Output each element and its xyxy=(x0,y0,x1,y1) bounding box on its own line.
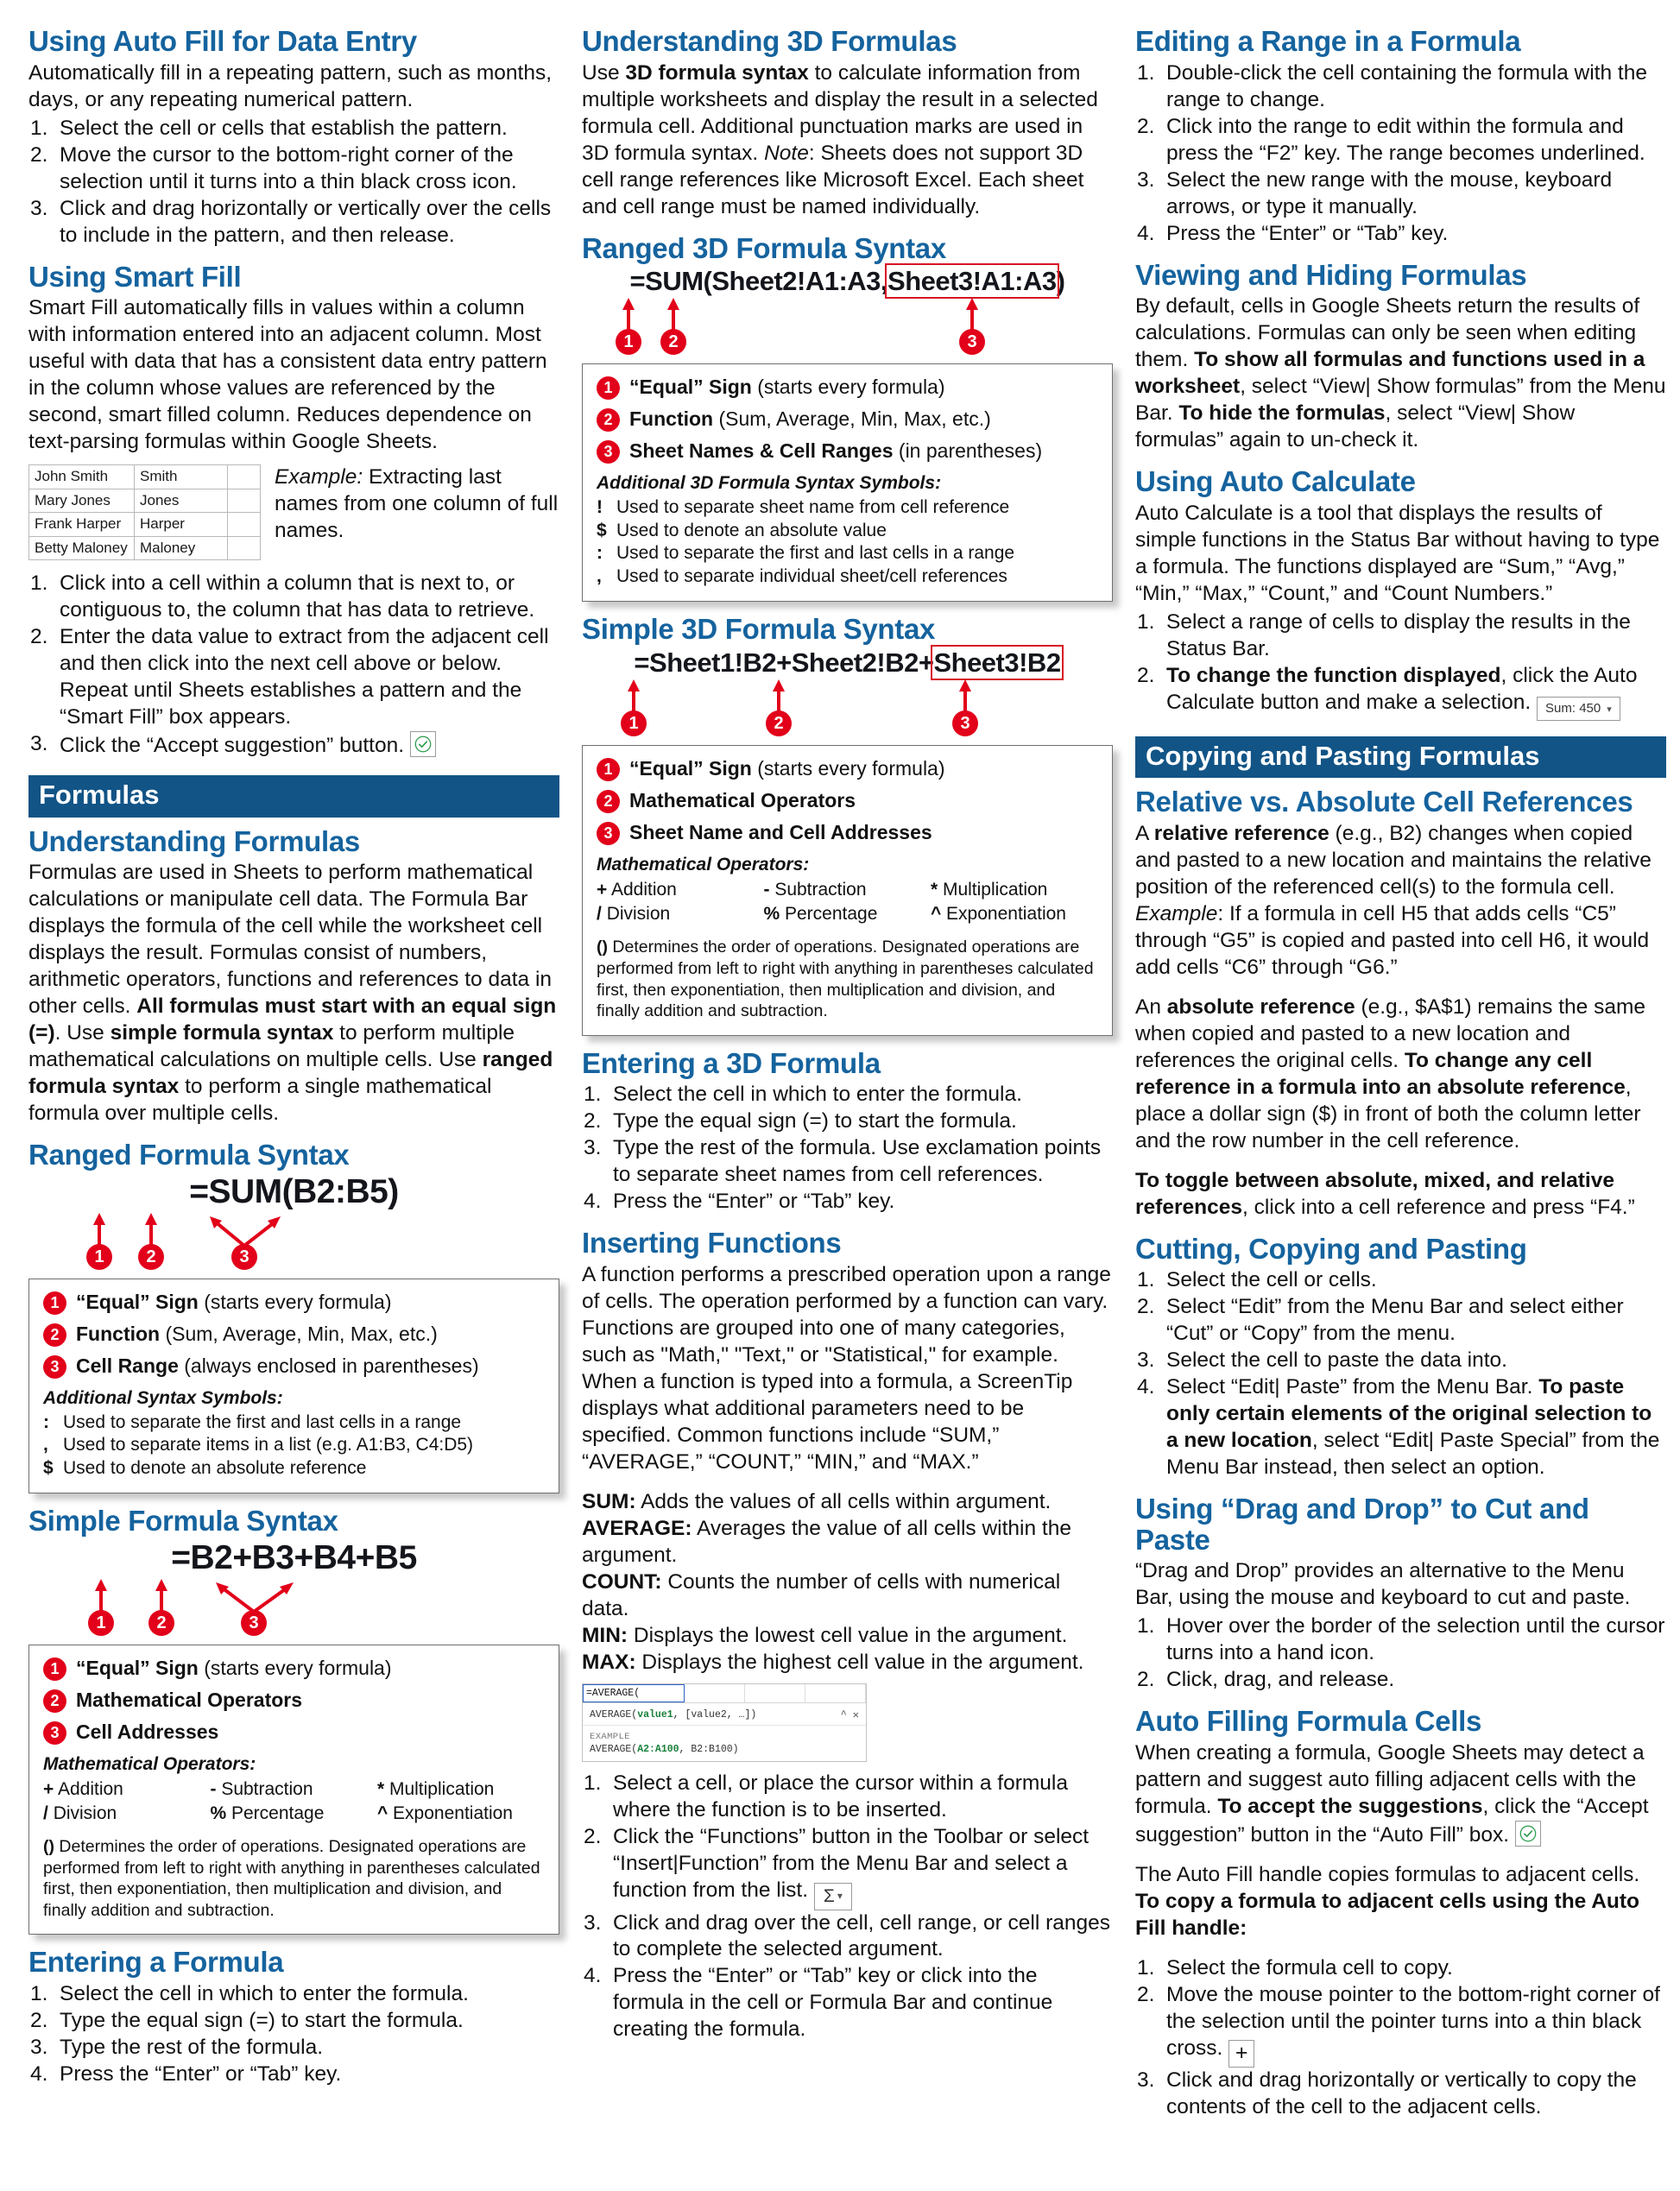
additional-symbols-title: Additional Syntax Symbols: xyxy=(43,1387,283,1408)
operator-cell: ^ Exponentiation xyxy=(376,1803,513,1823)
def-term: COUNT: xyxy=(582,1569,662,1594)
legend-number: 1 xyxy=(43,1291,66,1315)
symbol-row xyxy=(597,565,1098,588)
heading-using-auto-fill: Using Auto Fill for Data Entry xyxy=(28,25,417,57)
symbol-char: : xyxy=(43,1411,49,1432)
legend-text: Cell Range (always enclosed in parentheses) xyxy=(76,1354,479,1377)
marker-number: 1 xyxy=(621,710,647,736)
list-item: Click, drag, and release. xyxy=(1166,1668,1395,1692)
symbol-row xyxy=(43,1457,545,1480)
list-item-text: Click the “Functions” button in the Toolbar or select “Insert|Function” from the Menu Bar and select a function from the list. xyxy=(613,1824,1089,1902)
def-term: SUM: xyxy=(582,1489,636,1513)
screentip-cell-row xyxy=(583,1684,866,1703)
legend-number: 3 xyxy=(43,1721,66,1745)
cell-empty xyxy=(228,465,261,489)
symbol-desc: Used to denote an absolute reference xyxy=(63,1457,367,1478)
editing-range-steps xyxy=(1135,60,1666,248)
marker-2 xyxy=(134,1577,189,1636)
list-item: Press the “Enter” or “Tab” key. xyxy=(613,1190,895,1214)
list-item xyxy=(1135,1982,1666,2068)
simple-formula-display xyxy=(28,1540,559,1639)
empty-cell xyxy=(805,1684,866,1702)
legend-number: 1 xyxy=(597,758,620,781)
heading-simple-3d-formula-syntax: Simple 3D Formula Syntax xyxy=(582,613,936,646)
def-term: MAX: xyxy=(582,1650,636,1674)
sum-value-label: Sum: 450 xyxy=(1545,700,1601,716)
example-text: Extracting last names from one column of full names. xyxy=(275,465,559,543)
callout-line xyxy=(43,1689,545,1713)
sigma-function-icon[interactable]: Σ ▾ xyxy=(814,1883,852,1910)
section-banner-formulas: Formulas xyxy=(28,775,559,818)
symbol-row xyxy=(597,542,1098,565)
cell-full-name: John Smith xyxy=(29,465,135,489)
ranged-formula-markers xyxy=(28,1211,559,1273)
simple-formula-text: =B2+B3+B4+B5 xyxy=(171,1538,417,1576)
check-circle-icon[interactable] xyxy=(410,731,436,757)
inserting-functions-steps xyxy=(582,1771,1113,2044)
operator-cell: - Subtraction xyxy=(763,879,867,900)
list-item: Select “Edit| Paste” from the Menu Bar. To paste only certain elements of the original selection to a new location, select “Edit| Paste Special” from the Menu Bar instead, then select an option. xyxy=(1166,1375,1660,1480)
list-item xyxy=(28,731,559,760)
operators-title: Mathematical Operators: xyxy=(597,854,810,875)
smart-fill-example-note xyxy=(275,464,559,545)
callout-line xyxy=(43,1721,545,1745)
legend-text: Sheet Names & Cell Ranges (in parentheses) xyxy=(629,439,1043,463)
marker-3 xyxy=(938,678,993,736)
table-row xyxy=(29,465,261,489)
symbol-desc: Used to separate individual sheet/cell references xyxy=(616,565,1007,586)
legend-text: “Equal” Sign (starts every formula) xyxy=(76,1290,392,1313)
heading-editing-a-range: Editing a Range in a Formula xyxy=(1135,25,1521,57)
example-label: Example: xyxy=(275,465,363,489)
legend-text: Sheet Name and Cell Addresses xyxy=(629,820,932,843)
operator-cell: ^ Exponentiation xyxy=(930,904,1066,925)
symbol-desc: Used to separate sheet name from cell reference xyxy=(616,497,1010,518)
highlighted-sheet-ref: Sheet3!A1:A3 xyxy=(887,266,1057,297)
marker-number: 3 xyxy=(231,1244,257,1270)
auto-calculate-steps xyxy=(1135,609,1666,721)
ranged-formula-callout xyxy=(28,1279,559,1493)
ranged-3d-formula-text: =SUM(Sheet2!A1:A3,Sheet3!A1:A3) xyxy=(629,266,1065,297)
symbol-char: ! xyxy=(597,497,603,518)
marker-number: 1 xyxy=(616,329,641,355)
marker-number: 3 xyxy=(959,329,985,355)
empty-cell xyxy=(745,1684,805,1702)
simple-3d-formula-text: =Sheet1!B2+Sheet2!B2+Sheet3!B2 xyxy=(634,647,1061,678)
smart-fill-example xyxy=(28,464,559,560)
list-item: Click into a cell within a column that is next to, or contiguous to, the column that has data to retrieve. xyxy=(60,571,535,622)
absolute-reference-text: An absolute reference (e.g., $A$1) remains the same when copied and pasted to a new location and references the original cells. To change any cell reference in a formula into an absolute reference, place a dollar sign ($) in front of both the column letter and the row number in the cell reference. xyxy=(1135,994,1646,1152)
simple-3d-formula-display xyxy=(582,648,1113,740)
symbol-desc: Used to separate the first and last cells in a range xyxy=(616,543,1015,564)
list-item: Press the “Enter” or “Tab” key. xyxy=(1166,221,1449,245)
heading-viewing-hiding-formulas: Viewing and Hiding Formulas xyxy=(1135,258,1527,291)
list-item: Select the formula cell to copy. xyxy=(1166,1955,1453,1979)
list-item: Move the cursor to the bottom-right corner of the selection until it turns into a thin black cross icon. xyxy=(60,142,517,193)
cell-last-name: Maloney xyxy=(135,536,228,560)
list-item: Type the rest of the formula. xyxy=(60,2035,324,2059)
additional-3d-symbols-title: Additional 3D Formula Syntax Symbols: xyxy=(597,473,942,494)
marker-number: 2 xyxy=(148,1610,174,1636)
understanding-formulas-text: Formulas are used in Sheets to perform mathematical calculations or manipulate cell data. The Formula Bar displays the formula of the cell while the worksheet cell displays the result. Formulas consist of numbers, arithmetic operators, functions and references to data in other cells. All formulas must start with an equal sign (=). Use simple formula syntax to perform multiple mathematical calculations on multiple cells. Use ranged formula syntax to perform a single mathematical formula over multiple cells. xyxy=(28,861,557,1126)
list-item-text: Move the mouse pointer to the bottom-right corner of the selection until the pointer turns into a thin black cross. xyxy=(1166,1982,1660,2060)
column-3 xyxy=(1135,26,1666,2182)
callout-line xyxy=(43,1291,545,1315)
callout-line xyxy=(597,789,1098,813)
legend-text: “Equal” Sign (starts every formula) xyxy=(76,1656,392,1679)
ranged-formula-display xyxy=(28,1174,559,1273)
list-item: To change the function displayed, click the Auto Calculate button and make a selection. Sum: 450 ▾ xyxy=(1135,663,1666,721)
legend-number: 2 xyxy=(43,1323,66,1347)
marker-2 xyxy=(646,296,701,355)
callout-line xyxy=(597,821,1098,845)
list-item: Select the cell in which to enter the formula. xyxy=(60,1982,469,2005)
legend-text: “Equal” Sign (starts every formula) xyxy=(629,376,945,399)
ranged-3d-markers xyxy=(582,296,1113,358)
list-item: Click and drag horizontally or vertically over the cells to include in the pattern, and then release. xyxy=(60,196,552,247)
list-item: Select a range of cells to display the results in the Status Bar. xyxy=(1166,609,1631,660)
symbol-desc: Used to denote an absolute value xyxy=(616,520,887,540)
operators-row-2 xyxy=(597,902,1098,925)
operator-cell: % Percentage xyxy=(210,1803,325,1823)
entering-3d-steps xyxy=(582,1082,1113,1215)
symbol-desc: Used to separate the first and last cells in a range xyxy=(63,1411,462,1432)
simple-formula-callout xyxy=(28,1645,559,1935)
callout-line xyxy=(597,757,1098,781)
heading-entering-a-3d-formula: Entering a 3D Formula xyxy=(582,1046,881,1079)
operators-row-1 xyxy=(43,1777,545,1801)
symbol-char: , xyxy=(43,1435,48,1455)
section-banner-copying-pasting: Copying and Pasting Formulas xyxy=(1135,736,1666,779)
list-item: Type the equal sign (=) to start the formula. xyxy=(613,1109,1017,1133)
marker-number: 2 xyxy=(766,710,792,736)
heading-cutting-copying-pasting: Cutting, Copying and Pasting xyxy=(1135,1232,1527,1265)
operators-title: Mathematical Operators: xyxy=(43,1753,256,1774)
list-item: Select “Edit” from the Menu Bar and select either “Cut” or “Copy” from the menu. xyxy=(1166,1295,1624,1346)
function-screentip-widget xyxy=(582,1683,867,1762)
auto-fill-handle-text: The Auto Fill handle copies formulas to adjacent cells. To copy a formula to adjacent cells using the Auto Fill handle: xyxy=(1135,1862,1640,1940)
cell-full-name: Frank Harper xyxy=(29,513,135,537)
marker-number: 3 xyxy=(952,710,978,736)
auto-calculate-button[interactable] xyxy=(1537,697,1620,721)
list-item-text: Click the “Accept suggestion” button. xyxy=(60,734,405,758)
legend-number: 3 xyxy=(597,822,620,845)
marker-1 xyxy=(606,678,661,736)
simple-3d-callout xyxy=(582,745,1113,1036)
marker-3 xyxy=(193,1211,296,1270)
auto-calculate-intro: Auto Calculate is a tool that displays the results of simple functions in the Status Bar without having to type a formula. The functions displayed are “Sum,” “Avg,” “Min,” “Max,” “Count,” and “Count Numbers.” xyxy=(1135,501,1660,605)
heading-drag-and-drop: Using “Drag and Drop” to Cut and Paste xyxy=(1135,1493,1589,1556)
callout-line xyxy=(43,1354,545,1379)
symbol-char: $ xyxy=(597,520,607,540)
drag-drop-intro: “Drag and Drop” provides an alternative to the Menu Bar, using the mouse and keyboard to cut and paste. xyxy=(1135,1559,1631,1610)
callout-line xyxy=(597,439,1098,464)
cell-empty xyxy=(228,489,261,513)
symbol-row xyxy=(43,1434,545,1456)
auto-fill-intro: Automatically fill in a repeating pattern, such as months, days, or any repeating numerical pattern. xyxy=(28,60,553,111)
entering-formula-steps xyxy=(28,1981,559,2088)
marker-number: 1 xyxy=(88,1610,114,1636)
operator-cell: / Division xyxy=(43,1803,117,1823)
highlighted-sheet-ref: Sheet3!B2 xyxy=(933,647,1061,678)
symbol-row xyxy=(597,496,1098,519)
legend-number: 3 xyxy=(597,440,620,464)
order-of-operations-note: () Determines the order of operations. Designated operations are performed from left to right with anything in parentheses calculated first, then exponentiation, then multiplication and division, and finally addition and subtraction. xyxy=(597,938,1094,1021)
signature-line xyxy=(590,1708,859,1721)
screentip-example-block xyxy=(583,1725,866,1761)
function-definitions: SUM: Adds the values of all cells within argument. AVERAGE: Averages the value of all cells within the argument. COUNT: Counts the number of cells with numerical data. MIN: Displays the lowest cell value in the argument. MAX: Displays the highest cell value in the argument. xyxy=(582,1489,1084,1674)
understanding-3d-text: Use 3D formula syntax to calculate information from multiple worksheets and display the result in a selected formula cell. Additional punctuation marks are used in 3D formula syntax. Note: Sheets does not support 3D cell range references like Microsoft Excel. Each sheet and cell range must be named individually. xyxy=(582,60,1098,218)
symbol-row xyxy=(43,1411,545,1434)
legend-text: Mathematical Operators xyxy=(76,1688,303,1711)
marker-number: 2 xyxy=(660,329,686,355)
def-term: AVERAGE: xyxy=(582,1516,692,1540)
auto-fill-handle-steps xyxy=(1135,1955,1666,2121)
symbol-char: , xyxy=(597,565,602,586)
list-item: Click and drag horizontally or vertically to copy the contents of the cell to the adjacent cells. xyxy=(1166,2068,1637,2118)
operators-row-2 xyxy=(43,1802,545,1825)
list-item: Enter the data value to extract from the adjacent cell and then click into the next cell above or below. Repeat until Sheets establishes a pattern and the “Smart Fill” box appears. xyxy=(60,625,549,729)
marker-3 xyxy=(944,296,1000,355)
order-of-operations-note: () Determines the order of operations. Designated operations are performed from left to right with anything in parentheses calculated first, then exponentiation, then multiplication and division, and finally addition and subtraction. xyxy=(43,1837,540,1920)
heading-ranged-formula-syntax: Ranged Formula Syntax xyxy=(28,1139,350,1171)
list-item: Select the new range with the mouse, keyboard arrows, or type it manually. xyxy=(1166,167,1613,218)
heading-auto-filling-formula-cells: Auto Filling Formula Cells xyxy=(1135,1705,1482,1738)
operator-cell: + Addition xyxy=(43,1778,123,1799)
marker-1 xyxy=(72,1211,127,1270)
marker-2 xyxy=(123,1211,179,1270)
symbol-desc: Used to separate items in a list (e.g. A1:B3, C4:D5) xyxy=(63,1435,474,1455)
callout-line xyxy=(43,1657,545,1681)
operator-cell: - Subtraction xyxy=(210,1778,313,1799)
check-circle-icon[interactable] xyxy=(1515,1821,1541,1847)
operator-cell: * Multiplication xyxy=(376,1778,495,1799)
cell-last-name: Harper xyxy=(135,513,228,537)
column-1 xyxy=(28,26,559,2182)
chevron-down-icon: ▾ xyxy=(837,1889,843,1902)
screentip-signature-row xyxy=(583,1703,866,1725)
cell-full-name: Mary Jones xyxy=(29,489,135,513)
list-item: Hover over the border of the selection until the cursor turns into a hand icon. xyxy=(1166,1614,1665,1665)
list-item: Select a cell, or place the cursor within a formula where the function is to be inserted. xyxy=(613,1771,1068,1822)
cell-empty xyxy=(228,536,261,560)
heading-relative-vs-absolute: Relative vs. Absolute Cell References xyxy=(1135,786,1633,818)
heading-inserting-functions: Inserting Functions xyxy=(582,1227,842,1260)
table-row xyxy=(29,489,261,513)
cell-last-name: Smith xyxy=(135,465,228,489)
ranged-formula-text: =SUM(B2:B5) xyxy=(189,1172,399,1210)
plus-cross-icon: + xyxy=(1228,2040,1254,2068)
legend-number: 2 xyxy=(43,1689,66,1713)
toggle-references-text: To toggle between absolute, mixed, and relative references, click into a cell reference and press “F4.” xyxy=(1135,1168,1635,1219)
legend-text: “Equal” Sign (starts every formula) xyxy=(629,756,945,780)
formula-cell-input[interactable]: =AVERAGE( xyxy=(583,1684,685,1702)
relative-reference-text: A relative reference (e.g., B2) changes when copied and pasted to a new location and maintains the relative position of the referenced cell(s) to the formula cell. Example: If a formula in cell H5 that adds cells “C5” through “G5” is copied and pasted into cell H6, it would add cells “C6” through “G6.” xyxy=(1135,821,1652,979)
operator-cell: * Multiplication xyxy=(930,879,1048,900)
symbol-char: : xyxy=(597,543,603,564)
operator-cell: / Division xyxy=(597,904,671,925)
table-row xyxy=(29,536,261,560)
operators-row-1 xyxy=(597,878,1098,901)
chevron-up-icon[interactable]: ^ xyxy=(840,1708,847,1721)
operator-cell: + Addition xyxy=(597,879,677,900)
symbol-row xyxy=(597,520,1098,542)
legend-text: Cell Addresses xyxy=(76,1720,219,1743)
cell-full-name: Betty Maloney xyxy=(29,536,135,560)
def-term: MIN: xyxy=(582,1623,628,1647)
heading-simple-formula-syntax: Simple Formula Syntax xyxy=(28,1505,338,1537)
legend-text: Function (Sum, Average, Min, Max, etc.) xyxy=(629,407,991,431)
callout-line xyxy=(597,376,1098,400)
ranged-3d-formula-display xyxy=(582,267,1113,358)
example-formula: AVERAGE(A2:A100, B2:B100) xyxy=(590,1743,739,1755)
legend-number: 3 xyxy=(43,1355,66,1379)
table-row xyxy=(29,513,261,537)
heading-ranged-3d-formula-syntax: Ranged 3D Formula Syntax xyxy=(582,231,946,264)
legend-number: 2 xyxy=(597,790,620,813)
smart-fill-steps xyxy=(28,571,559,760)
list-item: Double-click the cell containing the formula with the range to change. xyxy=(1166,60,1647,111)
operator-cell: % Percentage xyxy=(763,904,878,925)
cell-last-name: Jones xyxy=(135,489,228,513)
marker-1 xyxy=(73,1577,129,1636)
list-item: Press the “Enter” or “Tab” key or click into the formula in the cell or Formula Bar and continue creating the formula. xyxy=(613,1964,1053,2042)
marker-3 xyxy=(198,1577,310,1636)
example-label: EXAMPLE xyxy=(590,1731,630,1742)
callout-line xyxy=(597,407,1098,432)
list-item: Select the cell to paste the data into. xyxy=(1166,1348,1507,1373)
list-item: Click and drag over the cell, cell range, or cell ranges to complete the selected argument. xyxy=(613,1910,1111,1961)
symbol-char: $ xyxy=(43,1457,54,1478)
simple-3d-markers xyxy=(582,678,1113,740)
callout-line xyxy=(43,1323,545,1347)
list-item: Select the cell or cells that establish the pattern. xyxy=(60,116,508,140)
heading-understanding-3d-formulas: Understanding 3D Formulas xyxy=(582,25,957,57)
heading-using-smart-fill: Using Smart Fill xyxy=(28,260,242,293)
heading-understanding-formulas: Understanding Formulas xyxy=(28,824,360,857)
marker-number: 1 xyxy=(86,1244,112,1270)
legend-text: Mathematical Operators xyxy=(629,788,856,811)
spreadsheet-sample-table xyxy=(28,464,261,560)
simple-formula-markers xyxy=(28,1577,559,1639)
list-item: Click into the range to edit within the formula and press the “F2” key. The range becomes underlined. xyxy=(1166,114,1645,165)
marker-number: 2 xyxy=(138,1244,164,1270)
list-item: Press the “Enter” or “Tab” key. xyxy=(60,2062,342,2086)
smart-fill-intro: Smart Fill automatically fills in values within a column with information entered into an adjacent column. Most useful with data that has a consistent data entry pattern in the column whose values are referenced by the second, smart filled column. Reduces dependence on text-parsing formulas within Google Sheets. xyxy=(28,296,547,454)
list-item: Type the equal sign (=) to start the formula. xyxy=(60,2008,464,2032)
cell-empty xyxy=(228,513,261,537)
list-item xyxy=(582,1824,1113,1910)
viewing-hiding-text: By default, cells in Google Sheets return the results of calculations. Formulas can only be seen when editing them. To show all formulas and functions used in a worksheet, select “View| Show formulas” from the Menu Bar. To hide the formulas, select “View| Show formulas” again to un-check it. xyxy=(1135,294,1666,452)
auto-fill-accept-text: When creating a formula, Google Sheets may detect a pattern and suggest auto filling adjacent cells with the formula. To accept the suggestions, click the “Accept suggestion” button in the “Auto Fill” box. xyxy=(1135,1740,1649,1847)
cut-copy-paste-steps xyxy=(1135,1267,1666,1481)
signature-text: AVERAGE(value1, [value2, …]) xyxy=(590,1708,757,1721)
list-item: Select the cell in which to enter the formula. xyxy=(613,1083,1022,1107)
close-icon[interactable]: ✕ xyxy=(852,1708,859,1721)
heading-using-auto-calculate: Using Auto Calculate xyxy=(1135,465,1416,498)
legend-text: Function (Sum, Average, Min, Max, etc.) xyxy=(76,1322,438,1345)
list-item: Select the cell or cells. xyxy=(1166,1268,1377,1292)
chevron-down-icon: ▾ xyxy=(1607,704,1612,715)
legend-number: 1 xyxy=(43,1657,66,1681)
drag-drop-steps xyxy=(1135,1613,1666,1694)
marker-2 xyxy=(751,678,806,736)
auto-fill-steps xyxy=(28,116,559,249)
column-2 xyxy=(582,26,1113,2182)
heading-entering-a-formula: Entering a Formula xyxy=(28,1946,284,1979)
legend-number: 1 xyxy=(597,376,620,400)
marker-number: 3 xyxy=(241,1610,267,1636)
inserting-functions-intro: A function performs a prescribed operation upon a range of cells. The operation performed by a function can vary. Functions are grouped into one of many categories, such as "Math," "Text," or "Statistical," for example. When a function is typed into a formula, a ScreenTip displays what additional parameters need to be specified. Common functions include “SUM,” “AVERAGE,” “COUNT,” “MIN,” and “MAX.” xyxy=(582,1262,1111,1474)
list-item: Type the rest of the formula. Use exclamation points to separate sheet names from cell references. xyxy=(613,1136,1102,1187)
legend-number: 2 xyxy=(597,408,620,432)
empty-cell xyxy=(685,1684,745,1702)
ranged-3d-callout xyxy=(582,363,1113,602)
